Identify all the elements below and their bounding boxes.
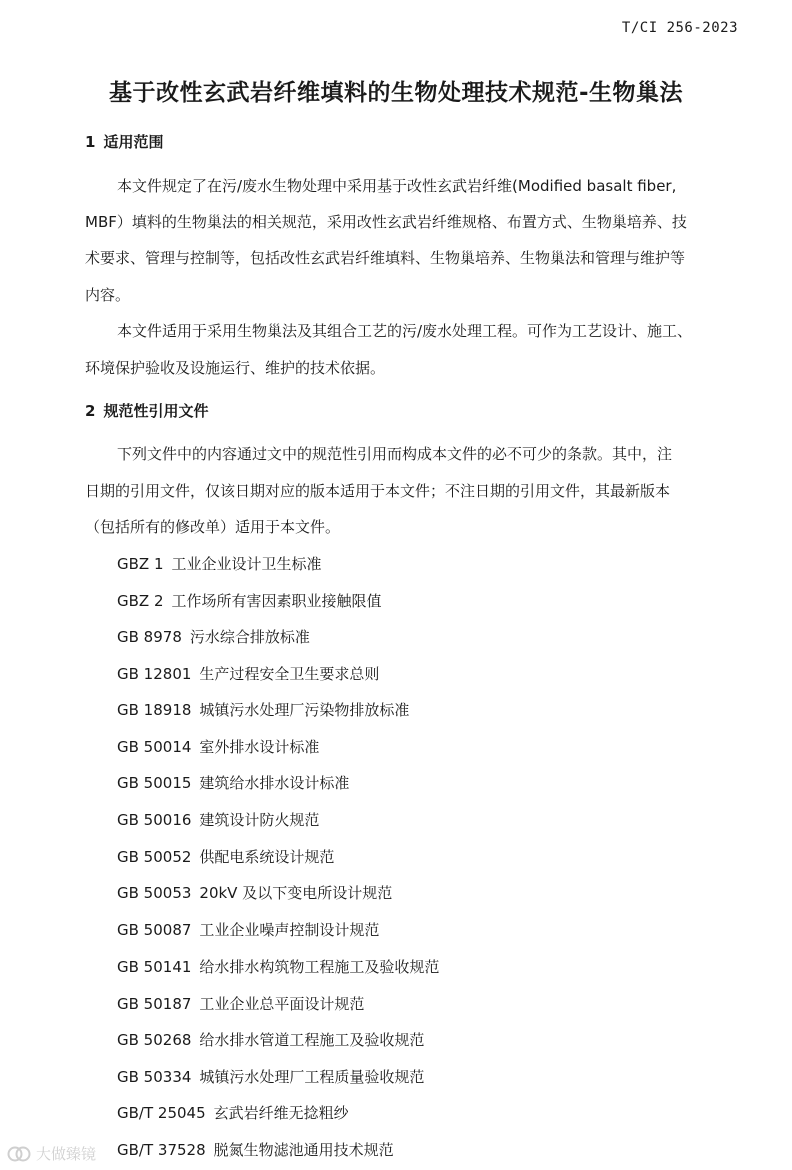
reference-item <box>117 553 322 574</box>
paragraph-line: 下列文件中的内容通过文中的规范性引用而构成本文件的必不可少的条款。其中，注 <box>117 445 673 463</box>
document-title: 基于改性玄武岩纤维填料的生物处理技术规范-生物巢法 <box>108 80 684 106</box>
section-number: 2 <box>85 402 96 420</box>
paragraph-line: 本文件适用于采用生物巢法及其组合工艺的污/废水处理工程。可作为工艺设计、施工、 <box>117 322 693 340</box>
reference-code: GB 50334 <box>117 1068 192 1086</box>
paragraph-line: MBF）填料的生物巢法的相关规范，采用改性玄武岩纤维规格、布置方式、生物巢培养、技 <box>85 213 687 231</box>
reference-code: GB/T 37528 <box>117 1141 206 1159</box>
reference-item <box>117 846 334 867</box>
reference-code: GB 50016 <box>117 811 192 829</box>
reference-item <box>117 699 409 720</box>
paragraph-line: 日期的引用文件，仅该日期对应的版本适用于本文件；不注日期的引用文件，其最新版本 <box>85 482 671 500</box>
paragraph-line: 术要求、管理与控制等，包括改性玄武岩纤维填料、生物巢培养、生物巢法和管理与维护等 <box>85 249 686 267</box>
reference-code: GB 50141 <box>117 958 192 976</box>
reference-name: 工业企业总平面设计规范 <box>199 995 365 1013</box>
reference-code: GB 50268 <box>117 1031 192 1049</box>
reference-name: 污水综合排放标准 <box>189 628 310 646</box>
reference-name: 给水排水管道工程施工及验收规范 <box>199 1031 425 1049</box>
reference-name: 城镇污水处理厂工程质量验收规范 <box>199 1068 425 1086</box>
reference-item <box>117 882 392 903</box>
reference-code: GB 50087 <box>117 921 192 939</box>
reference-item <box>117 736 319 757</box>
reference-name: 20kV 及以下变电所设计规范 <box>199 884 393 902</box>
reference-code: GBZ 1 <box>117 555 164 573</box>
reference-code: GB 50187 <box>117 995 192 1013</box>
logo-icon <box>6 1145 32 1163</box>
watermark <box>6 1143 96 1164</box>
reference-name: 工业企业噪声控制设计规范 <box>199 921 380 939</box>
reference-name: 脱氮生物滤池通用技术规范 <box>213 1141 394 1159</box>
reference-item <box>117 1029 424 1050</box>
paragraph-line: 环境保护验收及设施运行、维护的技术依据。 <box>85 359 386 377</box>
section-2-heading <box>85 400 208 421</box>
reference-code: GB 50053 <box>117 884 192 902</box>
reference-name: 城镇污水处理厂污染物排放标准 <box>199 701 410 719</box>
reference-name: 玄武岩纤维无捻粗纱 <box>213 1104 349 1122</box>
reference-item <box>117 993 364 1014</box>
reference-item <box>117 919 379 940</box>
section-number: 1 <box>85 133 96 151</box>
reference-name: 工业企业设计卫生标准 <box>171 555 322 573</box>
reference-name: 室外排水设计标准 <box>199 738 320 756</box>
reference-item <box>117 956 439 977</box>
reference-item <box>117 1139 394 1160</box>
reference-item <box>117 1102 349 1123</box>
reference-name: 供配电系统设计规范 <box>199 848 335 866</box>
paragraph-line: （包括所有的修改单）适用于本文件。 <box>85 518 341 536</box>
watermark-text: 大做臻镜 <box>36 1145 97 1163</box>
section-1-heading <box>85 131 163 152</box>
reference-item <box>117 772 349 793</box>
reference-item <box>117 590 382 611</box>
reference-item <box>117 1066 424 1087</box>
reference-code: GB 50014 <box>117 738 192 756</box>
reference-code: GBZ 2 <box>117 592 164 610</box>
reference-item <box>117 663 379 684</box>
reference-item <box>117 626 310 647</box>
reference-code: GB 50015 <box>117 774 192 792</box>
section-title: 规范性引用文件 <box>103 402 209 420</box>
reference-name: 建筑给水排水设计标准 <box>199 774 350 792</box>
reference-name: 建筑设计防火规范 <box>199 811 320 829</box>
paragraph-line: 本文件规定了在污/废水生物处理中采用基于改性玄武岩纤维(Modified basalt fiber, <box>117 177 677 195</box>
reference-name: 工作场所有害因素职业接触限值 <box>171 592 382 610</box>
section-title: 适用范围 <box>103 133 164 151</box>
reference-code: GB 18918 <box>117 701 192 719</box>
reference-item <box>117 809 319 830</box>
paragraph-line: 内容。 <box>85 286 131 304</box>
reference-code: GB 12801 <box>117 665 192 683</box>
reference-name: 给水排水构筑物工程施工及验收规范 <box>199 958 440 976</box>
reference-code: GB/T 25045 <box>117 1104 206 1122</box>
reference-code: GB 50052 <box>117 848 192 866</box>
document-code: T/CI 256-2023 <box>621 20 738 36</box>
reference-name: 生产过程安全卫生要求总则 <box>199 665 380 683</box>
reference-code: GB 8978 <box>117 628 182 646</box>
